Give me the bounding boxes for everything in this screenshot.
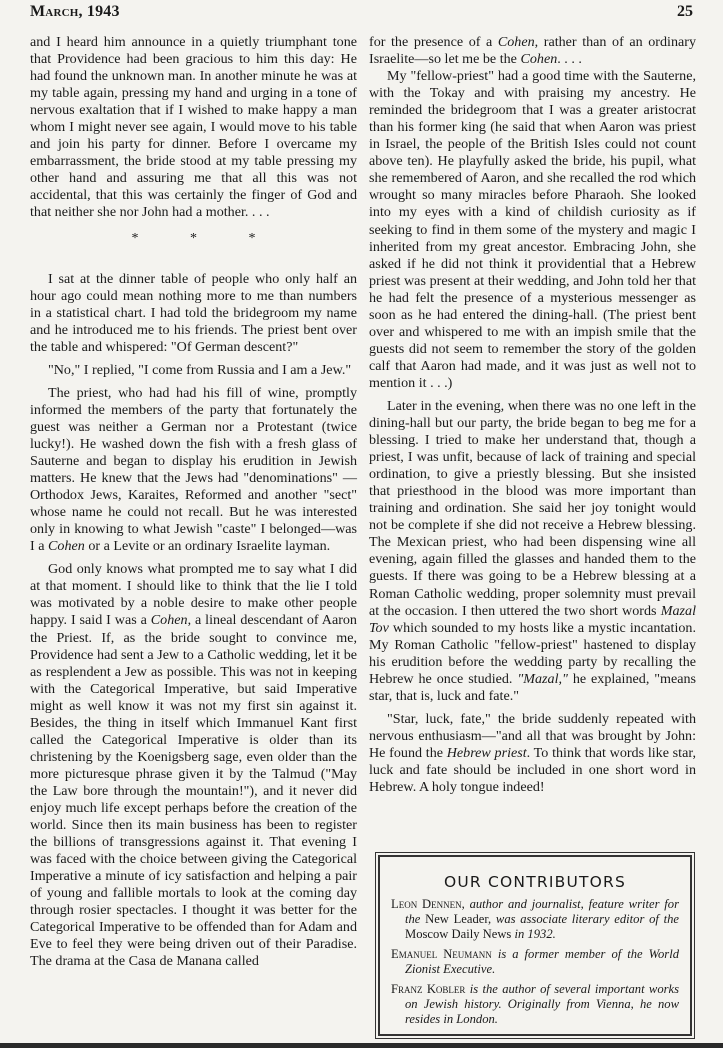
text-run: is a former member of the World Zionist Executive.	[405, 947, 679, 976]
paragraph	[369, 398, 696, 705]
paragraph: My "fellow-priest" had a good time with the Sauterne, with the Tokay and with praising my ancestry. He reminded the bridegroom that I was a greater aristocrat than his former king (he said that when Aaron was priest in Israel, the people of the British Isles could not count above ten). He playfully asked the bride, his pupil, what she remembered of Aaron, and she recalled the rod which wrought so many miracles before Pharaoh. She looked into my eyes with a kind of childish curiosity as if seeking to find in them some of the mystery and magic I inherited from my great ancestor. Embracing John, she asked if he did not think it providential that a Hebrew priest was present at their wedding, and John told her that he had felt the presence of a mysterious messenger as soon as he had entered the dining-hall. (The priest bent over and whispered to me with an impish smile that the guests did not seem to remember the story of the golden calf that Aaron had made, and it was just as well not to mention it . . .)	[369, 68, 696, 391]
italic-term: Cohen	[150, 612, 188, 629]
contributors-title: OUR CONTRIBUTORS	[443, 873, 627, 891]
text-run: author and journalist, feature writer for the	[405, 897, 679, 926]
text-run: was associate literary editor of the	[491, 912, 679, 926]
contributor-entry	[391, 947, 679, 977]
paragraph	[369, 34, 696, 68]
italic-term: "Mazal,"	[517, 670, 568, 687]
contributor-name: Emanuel Neumann	[391, 947, 492, 961]
paragraph	[30, 385, 357, 555]
paragraph: I sat at the dinner table of people who only half an hour ago could mean nothing more to me than numbers in a statistical chart. I had told the bridegroom my name and he introduced me to his friends. The priest bent over the table and whispered: "Of German descent?"	[30, 270, 357, 355]
contributor-entry	[391, 982, 679, 1027]
text-run: he explained, "means star, that is, luck and fate."	[369, 670, 696, 704]
text-run: which sounded to my hosts like a mystic incantation. My Roman Catholic "fellow-priest" hastened to display his erudition before the wedding party by recalling the Hebrew he once studied.	[369, 619, 696, 687]
contributor-name: Franz Kobler	[391, 982, 466, 996]
text-run: for the presence of a	[369, 34, 498, 50]
italic-term: Mazal Tov	[369, 602, 696, 636]
text-run: "Star, luck, fate," the bride suddenly repeated with nervous enthusiasm—"and all that was brought by John: He found the	[369, 710, 696, 761]
section-break-asterism: * * *	[131, 230, 280, 246]
text-run: or a Levite or an ordinary Israelite layman.	[84, 538, 331, 555]
page-number: 25	[677, 3, 693, 20]
right-column	[369, 34, 696, 796]
publication-name: Moscow Daily News	[405, 927, 512, 941]
paragraph	[369, 711, 696, 796]
text-run: , rather than of an ordinary Israelite—so let me be the	[369, 34, 696, 68]
text-run: is the author of several important works on Jewish history. Originally from Vienna, he now resides in London.	[405, 982, 680, 1026]
publication-name: New Leader,	[425, 912, 492, 926]
contributor-entry	[391, 897, 679, 942]
contributor-name: Leon Dennen,	[391, 897, 465, 911]
text-run: God only knows what prompted me to say what I did at that moment. I should like to think that the lie I told was motivated by a noble desire to make other people happy. I said I was a	[30, 561, 357, 629]
text-run: Later in the evening, when there was no one left in the dining-hall but our party, the bride began to beg me for a blessing. I tried to make her understand that, though a priest, I was unfit, because of lack of training and special ordination, to give a priestly blessing. But she insisted that priesthood in the blood was more important than training and ordination. She said her joy tonight would not be complete if she did not receive a Hebrew blessing. The Mexican priest, who had been dispensing wine all evening, again filled the glasses and handed them to the guests. If there was going to be a Hebrew blessing at a Roman Catholic wedding, proper solemnity must prevail at the occasion. I then uttered the two short words	[369, 397, 696, 619]
italic-term: Cohen	[497, 34, 535, 50]
left-column	[30, 34, 357, 970]
text-run: , a lineal descendant of Aaron the Priest. If, as the bride sought to convince me, Providence had sent a Jew to a Catholic wedding, let it be as resplendent a Jew as possible. This was not in keeping with the Categorical Imperative, but said Imperative might as well know it was not my first sin against it. Besides, the thing in itself which Immanuel Kant first called the Categorical Imperative is older than its christening by the Koenigsberg sage, even older than the more picturesque phrase given it by the Talmud ("May the Law bore through the mountain!"), and it never did enjoy much life except perhaps before the creation of the world. Since then its main business has been to register the billions of transgressions against it. That evening I was faced with the choice between giving the Categorical Imperative a minute of icy satisfaction and helping a pair of young and fallible mortals to look at the coming day through rosier spectacles. I thought it was better for the Categorical Imperative to be offended than for Adam and Eve to feel they were being driven out of their Paradise. The drama at the Casa de Manana called	[30, 612, 357, 970]
italic-term: Cohen	[48, 538, 85, 555]
contributors-box-inner	[378, 855, 692, 1036]
text-run: . . . .	[557, 51, 582, 68]
text-run: The priest, who had had his fill of wine, promptly informed the members of the party that fortunately the guest was neither a German nor a Protestant (twice lucky!). He washed down the fish with a fresh glass of Sauterne and began to display his erudition in Jewish matters. He knew that the Jews had "denominations" — Orthodox Jews, Karaites, Reformed and another "sect" whose name he could not recall. But he was interested only in knowing to what Jewish "caste" I belonged—was I a	[30, 384, 357, 555]
running-head-date: March, 1943	[30, 3, 120, 20]
text-run: in 1932.	[511, 927, 556, 941]
contributors-box	[375, 852, 695, 1039]
paragraph: "No," I replied, "I come from Russia and I am a Jew."	[48, 361, 352, 378]
page-header	[30, 0, 693, 30]
paragraph: and I heard him announce in a quietly triumphant tone that Providence had been gracious to him this day: He had found the unknown man. In another minute he was at my table again, pressing my hand and urging in a tone of nervous exaltation that if I wished to make happy a man whom I might never see again, I would move to his table and join his party for dinner. Before I overcame my embarrassment, the bride stood at my table pressing my other hand and assuring me that all this was not accidental, that this was certainly the finger of God and that neither she nor John had a mother. . . .	[30, 34, 357, 221]
italic-term: Cohen	[520, 51, 558, 68]
paragraph	[30, 561, 357, 970]
italic-term: Hebrew priest	[446, 744, 527, 761]
text-run: . To think that words like star, luck and fate should be included in one short word in Hebrew. A holy tongue indeed!	[369, 744, 696, 796]
